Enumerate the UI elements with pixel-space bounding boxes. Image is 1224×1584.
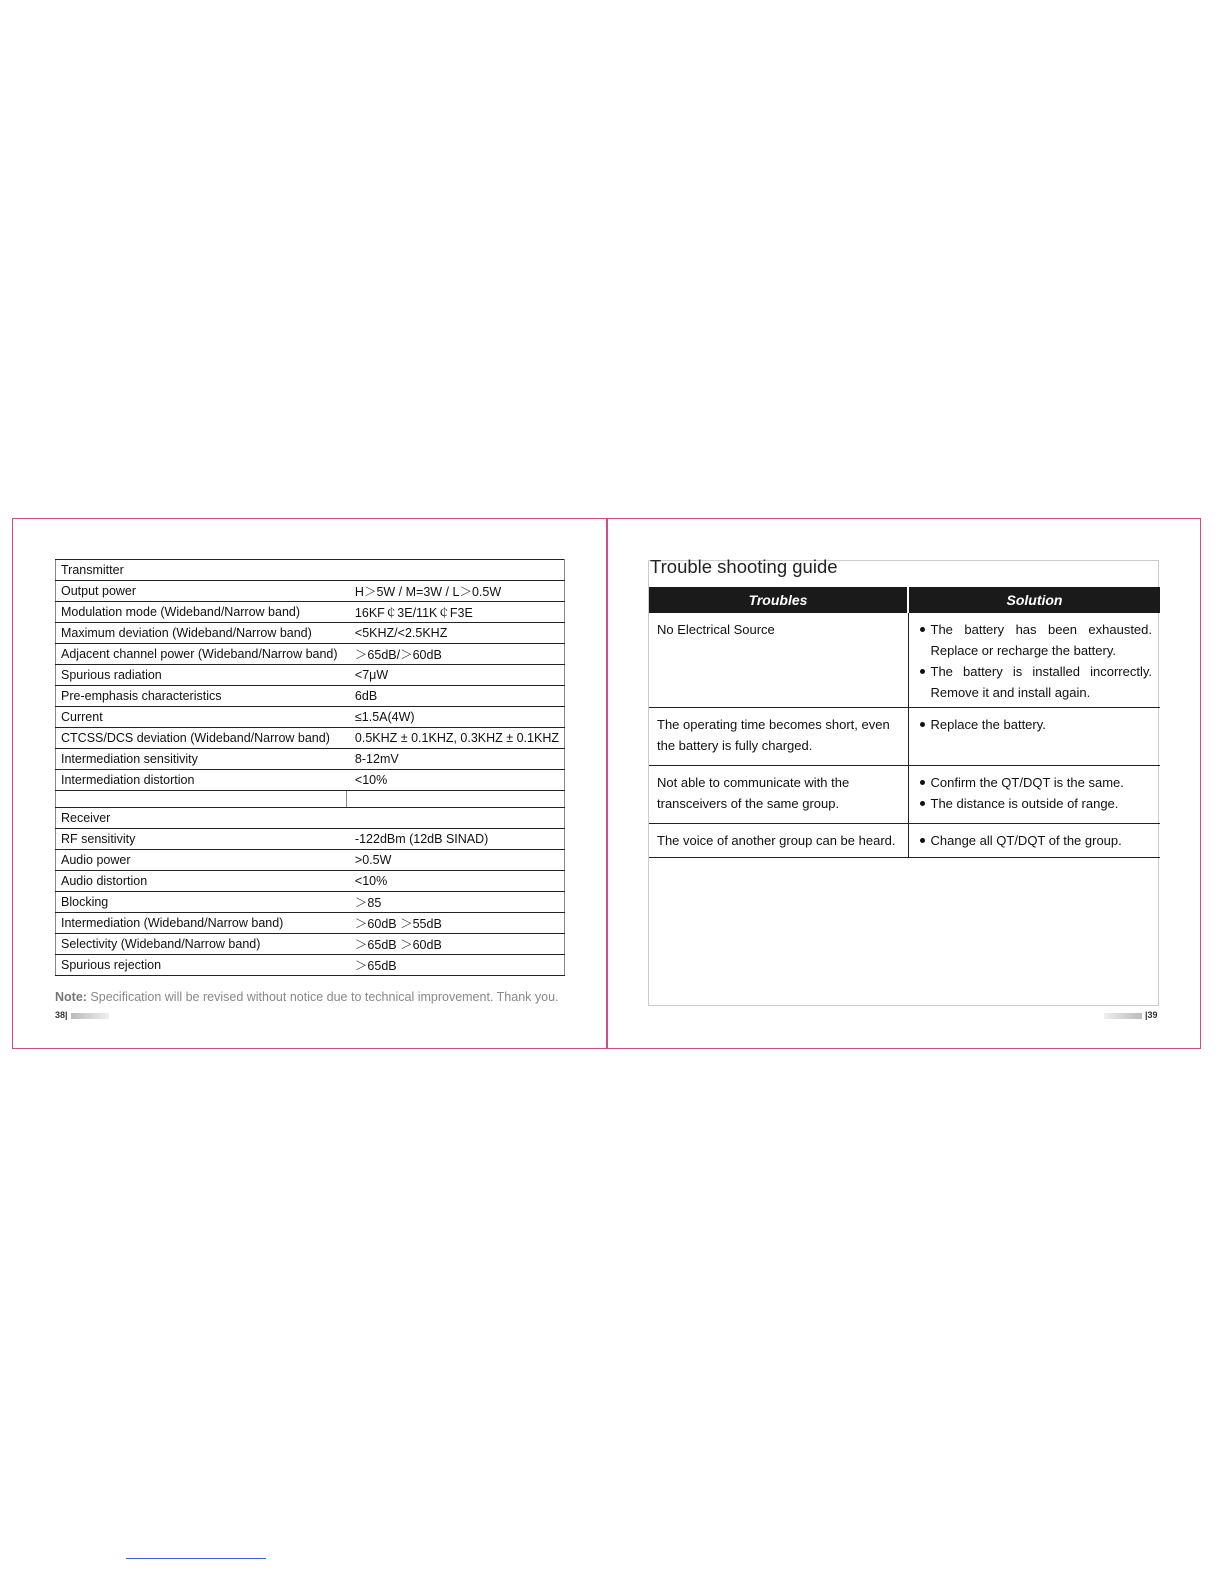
spec-row bbox=[56, 749, 565, 770]
spec-label: RF sensitivity bbox=[56, 829, 347, 850]
spec-label: Audio power bbox=[56, 850, 347, 871]
solution-item: Confirm the QT/DQT is the same. bbox=[917, 772, 1153, 793]
header-solution: Solution bbox=[908, 587, 1160, 613]
spec-label: Intermediation sensitivity bbox=[56, 749, 347, 770]
solution-list bbox=[917, 830, 1153, 851]
trouble-title: Trouble shooting guide bbox=[650, 556, 838, 577]
note-label: Note: bbox=[55, 990, 87, 1004]
spec-row bbox=[56, 581, 565, 602]
spec-row bbox=[56, 707, 565, 728]
spec-value: <10% bbox=[347, 871, 565, 892]
spec-note bbox=[55, 990, 570, 1004]
solution-cell bbox=[908, 766, 1160, 824]
trouble-cell: The voice of another group can be heard. bbox=[649, 824, 908, 858]
page-fold-line bbox=[606, 518, 608, 1049]
trouble-row bbox=[649, 613, 1160, 708]
trouble-cell: The operating time becomes short, even the battery is fully charged. bbox=[649, 708, 908, 766]
trouble-row bbox=[649, 708, 1160, 766]
note-text: Specification will be revised without notice due to technical improvement. Thank you. bbox=[86, 990, 559, 1004]
spec-label: Maximum deviation (Wideband/Narrow band) bbox=[56, 623, 347, 644]
spec-label: Adjacent channel power (Wideband/Narrow band) bbox=[56, 644, 347, 665]
spec-row bbox=[56, 770, 565, 791]
spec-row bbox=[56, 850, 565, 871]
solution-cell bbox=[908, 613, 1160, 708]
spec-value: <7μW bbox=[347, 665, 565, 686]
trouble-table bbox=[649, 587, 1160, 858]
spec-row bbox=[56, 644, 565, 665]
spec-row bbox=[56, 892, 565, 913]
solution-item: Change all QT/DQT of the group. bbox=[917, 830, 1153, 851]
spec-row bbox=[56, 808, 565, 829]
spec-label: Selectivity (Wideband/Narrow band) bbox=[56, 934, 347, 955]
solution-item: The distance is outside of range. bbox=[917, 793, 1153, 814]
spec-row bbox=[56, 560, 565, 581]
spec-value: 6dB bbox=[347, 686, 565, 707]
spec-value: 16KF￠3E/11K￠F3E bbox=[347, 602, 565, 623]
spec-row bbox=[56, 934, 565, 955]
spec-label: Audio distortion bbox=[56, 871, 347, 892]
spec-table bbox=[55, 559, 565, 976]
spec-label: Blocking bbox=[56, 892, 347, 913]
page-number-bar-left bbox=[71, 1013, 109, 1019]
trouble-cell: Not able to communicate with the transceivers of the same group. bbox=[649, 766, 908, 824]
spec-value: ＞65dB bbox=[347, 955, 565, 976]
spec-spacer-row bbox=[56, 791, 565, 808]
solution-item: The battery is installed incorrectly. Remove it and install again. bbox=[917, 661, 1153, 703]
spec-label: Modulation mode (Wideband/Narrow band) bbox=[56, 602, 347, 623]
spec-value: 8-12mV bbox=[347, 749, 565, 770]
spec-value: H＞5W / M=3W / L＞0.5W bbox=[347, 581, 565, 602]
spec-label: Spurious radiation bbox=[56, 665, 347, 686]
solution-list bbox=[917, 619, 1153, 703]
spec-label bbox=[56, 791, 347, 808]
spec-label: Pre-emphasis characteristics bbox=[56, 686, 347, 707]
solution-cell bbox=[908, 708, 1160, 766]
spec-value: ＞85 bbox=[347, 892, 565, 913]
spec-row bbox=[56, 686, 565, 707]
spec-value: ＞65dB ＞60dB bbox=[347, 934, 565, 955]
spec-row bbox=[56, 665, 565, 686]
spec-row bbox=[56, 829, 565, 850]
spec-value: <5KHZ/<2.5KHZ bbox=[347, 623, 565, 644]
spec-row bbox=[56, 602, 565, 623]
footer-underline bbox=[126, 1558, 266, 1559]
header-troubles: Troubles bbox=[649, 587, 908, 613]
spec-label: Current bbox=[56, 707, 347, 728]
solution-item: Replace the battery. bbox=[917, 714, 1153, 735]
spec-row bbox=[56, 623, 565, 644]
solution-list bbox=[917, 772, 1153, 814]
spec-label: Transmitter bbox=[56, 560, 347, 581]
spec-label: Spurious rejection bbox=[56, 955, 347, 976]
solution-cell bbox=[908, 824, 1160, 858]
spec-row bbox=[56, 955, 565, 976]
page-number-left: 38| bbox=[55, 1010, 68, 1020]
spec-value: ≤1.5A(4W) bbox=[347, 707, 565, 728]
page-number-bar-right bbox=[1104, 1013, 1142, 1019]
trouble-row bbox=[649, 766, 1160, 824]
spec-value: 0.5KHZ ± 0.1KHZ, 0.3KHZ ± 0.1KHZ bbox=[347, 728, 565, 749]
spec-label: CTCSS/DCS deviation (Wideband/Narrow band) bbox=[56, 728, 347, 749]
solution-item: The battery has been exhausted. Replace or recharge the battery. bbox=[917, 619, 1153, 661]
solution-list bbox=[917, 714, 1153, 735]
spec-label: Receiver bbox=[56, 808, 347, 829]
spec-value: ＞65dB/＞60dB bbox=[347, 644, 565, 665]
trouble-header-row bbox=[649, 587, 1160, 613]
spec-value bbox=[347, 808, 565, 829]
spec-value: <10% bbox=[347, 770, 565, 791]
spec-label: Intermediation distortion bbox=[56, 770, 347, 791]
spec-value bbox=[347, 791, 565, 808]
trouble-cell: No Electrical Source bbox=[649, 613, 908, 708]
trouble-row bbox=[649, 824, 1160, 858]
spec-label: Intermediation (Wideband/Narrow band) bbox=[56, 913, 347, 934]
spec-value: ＞60dB ＞55dB bbox=[347, 913, 565, 934]
spec-row bbox=[56, 871, 565, 892]
spec-value bbox=[347, 560, 565, 581]
spec-value: -122dBm (12dB SINAD) bbox=[347, 829, 565, 850]
page-number-right: |39 bbox=[1145, 1010, 1158, 1020]
spec-label: Output power bbox=[56, 581, 347, 602]
spec-row bbox=[56, 728, 565, 749]
spec-row bbox=[56, 913, 565, 934]
spec-value: >0.5W bbox=[347, 850, 565, 871]
